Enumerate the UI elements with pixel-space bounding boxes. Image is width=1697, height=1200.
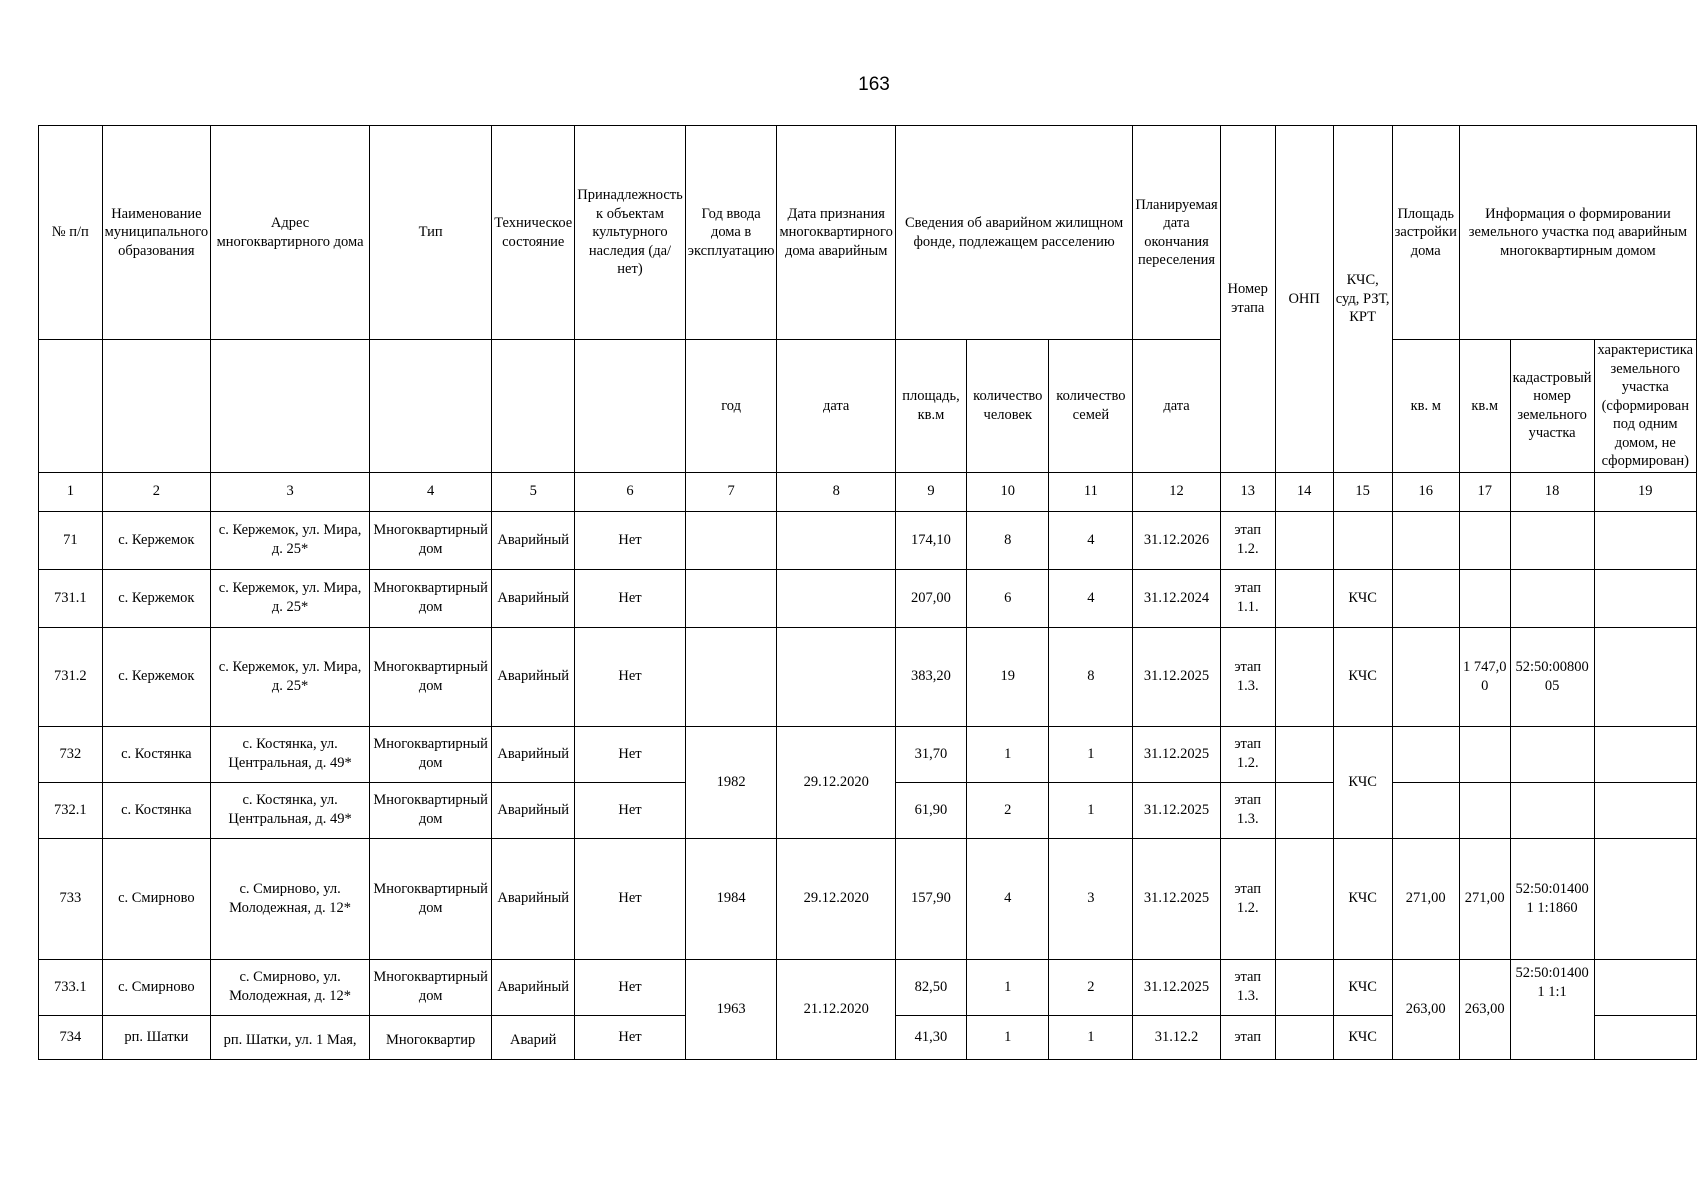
area-cell: 157,90 <box>895 838 966 959</box>
header-cell <box>39 340 103 473</box>
plot-char-cell <box>1594 959 1696 1015</box>
header-cell <box>211 340 370 473</box>
cadastral-cell: 52:50:014001 1:1 <box>1510 959 1594 1059</box>
culture-cell: Нет <box>575 838 686 959</box>
header-cell: Информация о формировании земельного участка под аварийным многоквартирным домом <box>1459 126 1696 340</box>
column-number: 8 <box>777 472 895 511</box>
page-number: 163 <box>858 74 890 95</box>
state-cell: Аварийный <box>492 959 575 1015</box>
header-cell: Техническое состояние <box>492 126 575 340</box>
header-cell: Тип <box>370 126 492 340</box>
culture-cell: Нет <box>575 726 686 782</box>
people-cell: 6 <box>967 569 1049 627</box>
kchs-cell: КЧС <box>1333 959 1392 1015</box>
area-cell: 61,90 <box>895 782 966 838</box>
onp-cell <box>1275 959 1333 1015</box>
type-cell: Многоквартирный дом <box>370 838 492 959</box>
state-cell: Аварийный <box>492 627 575 726</box>
column-number: 17 <box>1459 472 1510 511</box>
building-area-cell <box>1392 726 1459 782</box>
state-cell: Аварийный <box>492 511 575 569</box>
end-date-cell: 31.12.2025 <box>1133 782 1220 838</box>
culture-cell: Нет <box>575 782 686 838</box>
date-cell: 29.12.2020 <box>777 838 895 959</box>
header-row-3 <box>39 340 1697 473</box>
stage-cell: этап 1.3. <box>1220 782 1275 838</box>
column-number: 1 <box>39 472 103 511</box>
column-number: 15 <box>1333 472 1392 511</box>
date-cell <box>777 569 895 627</box>
year-cell: 1963 <box>685 959 777 1059</box>
cadastral-cell <box>1510 726 1594 782</box>
culture-cell: Нет <box>575 511 686 569</box>
cadastral-cell: 52:50:0080005 <box>1510 627 1594 726</box>
stage-cell: этап 1.3. <box>1220 627 1275 726</box>
people-cell: 1 <box>967 726 1049 782</box>
cadastral-cell <box>1510 569 1594 627</box>
municipality-cell: с. Кержемок <box>102 627 210 726</box>
table-row <box>39 627 1697 726</box>
municipality-cell: с. Смирново <box>102 959 210 1015</box>
address-cell: с. Смирново, ул. Молодежная, д. 12* <box>211 959 370 1015</box>
families-cell: 4 <box>1049 569 1133 627</box>
kchs-cell: КЧС <box>1333 627 1392 726</box>
year-cell <box>685 511 777 569</box>
subheader-cell: количество человек <box>967 340 1049 473</box>
header-cell: ОНП <box>1275 126 1333 473</box>
subheader-cell: площадь, кв.м <box>895 340 966 473</box>
header-cell: Площадь застройки дома <box>1392 126 1459 340</box>
culture-cell: Нет <box>575 959 686 1015</box>
row-number: 731.1 <box>39 569 103 627</box>
address-cell: с. Смирново, ул. Молодежная, д. 12* <box>211 838 370 959</box>
stage-cell: этап <box>1220 1015 1275 1059</box>
row-number: 71 <box>39 511 103 569</box>
municipality-cell: с. Кержемок <box>102 569 210 627</box>
state-cell: Аварийный <box>492 726 575 782</box>
row-number: 732.1 <box>39 782 103 838</box>
state-cell: Аварийный <box>492 838 575 959</box>
plot-char-cell <box>1594 1015 1696 1059</box>
header-cell <box>492 340 575 473</box>
onp-cell <box>1275 1015 1333 1059</box>
culture-cell: Нет <box>575 569 686 627</box>
kchs-cell: КЧС <box>1333 569 1392 627</box>
building-area-cell <box>1392 782 1459 838</box>
column-number: 13 <box>1220 472 1275 511</box>
subheader-cell: дата <box>1133 340 1220 473</box>
row-number: 733 <box>39 838 103 959</box>
kchs-cell: КЧС <box>1333 838 1392 959</box>
date-cell <box>777 511 895 569</box>
people-cell: 1 <box>967 1015 1049 1059</box>
plot-char-cell <box>1594 511 1696 569</box>
plot-area-cell <box>1459 782 1510 838</box>
plot-area-cell <box>1459 511 1510 569</box>
people-cell: 1 <box>967 959 1049 1015</box>
header-row-1 <box>39 126 1697 340</box>
year-cell: 1984 <box>685 838 777 959</box>
column-number: 12 <box>1133 472 1220 511</box>
area-cell: 174,10 <box>895 511 966 569</box>
plot-area-cell <box>1459 569 1510 627</box>
end-date-cell: 31.12.2025 <box>1133 838 1220 959</box>
table-row <box>39 838 1697 959</box>
cadastral-cell <box>1510 782 1594 838</box>
onp-cell <box>1275 726 1333 782</box>
date-cell <box>777 627 895 726</box>
plot-area-cell: 263,00 <box>1459 959 1510 1059</box>
address-cell: с. Кержемок, ул. Мира, д. 25* <box>211 627 370 726</box>
cadastral-cell <box>1510 511 1594 569</box>
municipality-cell: рп. Шатки <box>102 1015 210 1059</box>
culture-cell: Нет <box>575 627 686 726</box>
header-cell: КЧС, суд, РЗТ, КРТ <box>1333 126 1392 473</box>
column-number: 6 <box>575 472 686 511</box>
kchs-cell <box>1333 511 1392 569</box>
address-cell: с. Кержемок, ул. Мира, д. 25* <box>211 511 370 569</box>
column-number: 2 <box>102 472 210 511</box>
plot-area-cell: 1 747,00 <box>1459 627 1510 726</box>
column-number: 18 <box>1510 472 1594 511</box>
column-number: 11 <box>1049 472 1133 511</box>
building-area-cell <box>1392 569 1459 627</box>
header-cell <box>370 340 492 473</box>
area-cell: 41,30 <box>895 1015 966 1059</box>
header-cell: Планируемая дата окончания переселения <box>1133 126 1220 340</box>
area-cell: 82,50 <box>895 959 966 1015</box>
subheader-cell: год <box>685 340 777 473</box>
municipality-cell: с. Костянка <box>102 726 210 782</box>
table-row <box>39 726 1697 782</box>
column-number: 10 <box>967 472 1049 511</box>
building-area-cell: 271,00 <box>1392 838 1459 959</box>
address-cell: рп. Шатки, ул. 1 Мая, <box>211 1015 370 1059</box>
header-cell: № п/п <box>39 126 103 340</box>
header-cell: Год ввода дома в эксплуатацию <box>685 126 777 340</box>
subheader-cell: кадастровый номер земельного участка <box>1510 340 1594 473</box>
header-cell: Дата признания многоквартирного дома аварийным <box>777 126 895 340</box>
state-cell: Аварийный <box>492 782 575 838</box>
row-number: 731.2 <box>39 627 103 726</box>
families-cell: 1 <box>1049 782 1133 838</box>
column-number: 3 <box>211 472 370 511</box>
type-cell: Многоквартирный дом <box>370 726 492 782</box>
plot-char-cell <box>1594 569 1696 627</box>
type-cell: Многоквартирный дом <box>370 782 492 838</box>
area-cell: 31,70 <box>895 726 966 782</box>
families-cell: 1 <box>1049 1015 1133 1059</box>
kchs-cell: КЧС <box>1333 726 1392 838</box>
state-cell: Аварий <box>492 1015 575 1059</box>
stage-cell: этап 1.1. <box>1220 569 1275 627</box>
header-cell: Номер этапа <box>1220 126 1275 473</box>
year-cell: 1982 <box>685 726 777 838</box>
stage-cell: этап 1.2. <box>1220 726 1275 782</box>
subheader-cell: кв.м <box>1459 340 1510 473</box>
column-number: 16 <box>1392 472 1459 511</box>
people-cell: 2 <box>967 782 1049 838</box>
state-cell: Аварийный <box>492 569 575 627</box>
type-cell: Многоквартирный дом <box>370 627 492 726</box>
date-cell: 21.12.2020 <box>777 959 895 1059</box>
header-cell <box>575 340 686 473</box>
plot-char-cell <box>1594 627 1696 726</box>
end-date-cell: 31.12.2 <box>1133 1015 1220 1059</box>
row-number: 732 <box>39 726 103 782</box>
plot-char-cell <box>1594 838 1696 959</box>
area-cell: 383,20 <box>895 627 966 726</box>
municipality-cell: с. Кержемок <box>102 511 210 569</box>
type-cell: Многоквартирный дом <box>370 511 492 569</box>
kchs-cell: КЧС <box>1333 1015 1392 1059</box>
families-cell: 4 <box>1049 511 1133 569</box>
table-row <box>39 511 1697 569</box>
plot-area-cell: 271,00 <box>1459 838 1510 959</box>
people-cell: 19 <box>967 627 1049 726</box>
subheader-cell: характеристика земельного участка (сформирован под одним домом, не сформирован) <box>1594 340 1696 473</box>
year-cell <box>685 627 777 726</box>
address-cell: с. Кержемок, ул. Мира, д. 25* <box>211 569 370 627</box>
cadastral-cell: 52:50:014001 1:1860 <box>1510 838 1594 959</box>
header-cell: Принадлежность к объектам культурного наследия (да/нет) <box>575 126 686 340</box>
families-cell: 2 <box>1049 959 1133 1015</box>
header-cell: Адрес многоквартирного дома <box>211 126 370 340</box>
header-cell <box>102 340 210 473</box>
plot-area-cell <box>1459 726 1510 782</box>
plot-char-cell <box>1594 726 1696 782</box>
header-cell: Наименование муниципального образования <box>102 126 210 340</box>
families-cell: 3 <box>1049 838 1133 959</box>
column-number: 9 <box>895 472 966 511</box>
year-cell <box>685 569 777 627</box>
column-number-row <box>39 472 1697 511</box>
type-cell: Многоквартир <box>370 1015 492 1059</box>
column-number: 5 <box>492 472 575 511</box>
subheader-cell: дата <box>777 340 895 473</box>
emergency-housing-table <box>38 125 1697 1060</box>
onp-cell <box>1275 569 1333 627</box>
municipality-cell: с. Смирново <box>102 838 210 959</box>
end-date-cell: 31.12.2025 <box>1133 726 1220 782</box>
table-row <box>39 569 1697 627</box>
building-area-cell: 263,00 <box>1392 959 1459 1059</box>
end-date-cell: 31.12.2025 <box>1133 627 1220 726</box>
subheader-cell: количество семей <box>1049 340 1133 473</box>
municipality-cell: с. Костянка <box>102 782 210 838</box>
stage-cell: этап 1.3. <box>1220 959 1275 1015</box>
end-date-cell: 31.12.2024 <box>1133 569 1220 627</box>
onp-cell <box>1275 782 1333 838</box>
onp-cell <box>1275 627 1333 726</box>
end-date-cell: 31.12.2026 <box>1133 511 1220 569</box>
building-area-cell <box>1392 511 1459 569</box>
date-cell: 29.12.2020 <box>777 726 895 838</box>
subheader-cell: кв. м <box>1392 340 1459 473</box>
onp-cell <box>1275 838 1333 959</box>
row-number: 733.1 <box>39 959 103 1015</box>
building-area-cell <box>1392 627 1459 726</box>
stage-cell: этап 1.2. <box>1220 838 1275 959</box>
stage-cell: этап 1.2. <box>1220 511 1275 569</box>
culture-cell: Нет <box>575 1015 686 1059</box>
type-cell: Многоквартирный дом <box>370 569 492 627</box>
type-cell: Многоквартирный дом <box>370 959 492 1015</box>
people-cell: 8 <box>967 511 1049 569</box>
area-cell: 207,00 <box>895 569 966 627</box>
column-number: 4 <box>370 472 492 511</box>
people-cell: 4 <box>967 838 1049 959</box>
plot-char-cell <box>1594 782 1696 838</box>
families-cell: 1 <box>1049 726 1133 782</box>
header-cell: Сведения об аварийном жилищном фонде, подлежащем расселению <box>895 126 1132 340</box>
address-cell: с. Костянка, ул. Центральная, д. 49* <box>211 782 370 838</box>
onp-cell <box>1275 511 1333 569</box>
families-cell: 8 <box>1049 627 1133 726</box>
table-row <box>39 959 1697 1015</box>
address-cell: с. Костянка, ул. Центральная, д. 49* <box>211 726 370 782</box>
column-number: 14 <box>1275 472 1333 511</box>
row-number: 734 <box>39 1015 103 1059</box>
end-date-cell: 31.12.2025 <box>1133 959 1220 1015</box>
column-number: 19 <box>1594 472 1696 511</box>
column-number: 7 <box>685 472 777 511</box>
